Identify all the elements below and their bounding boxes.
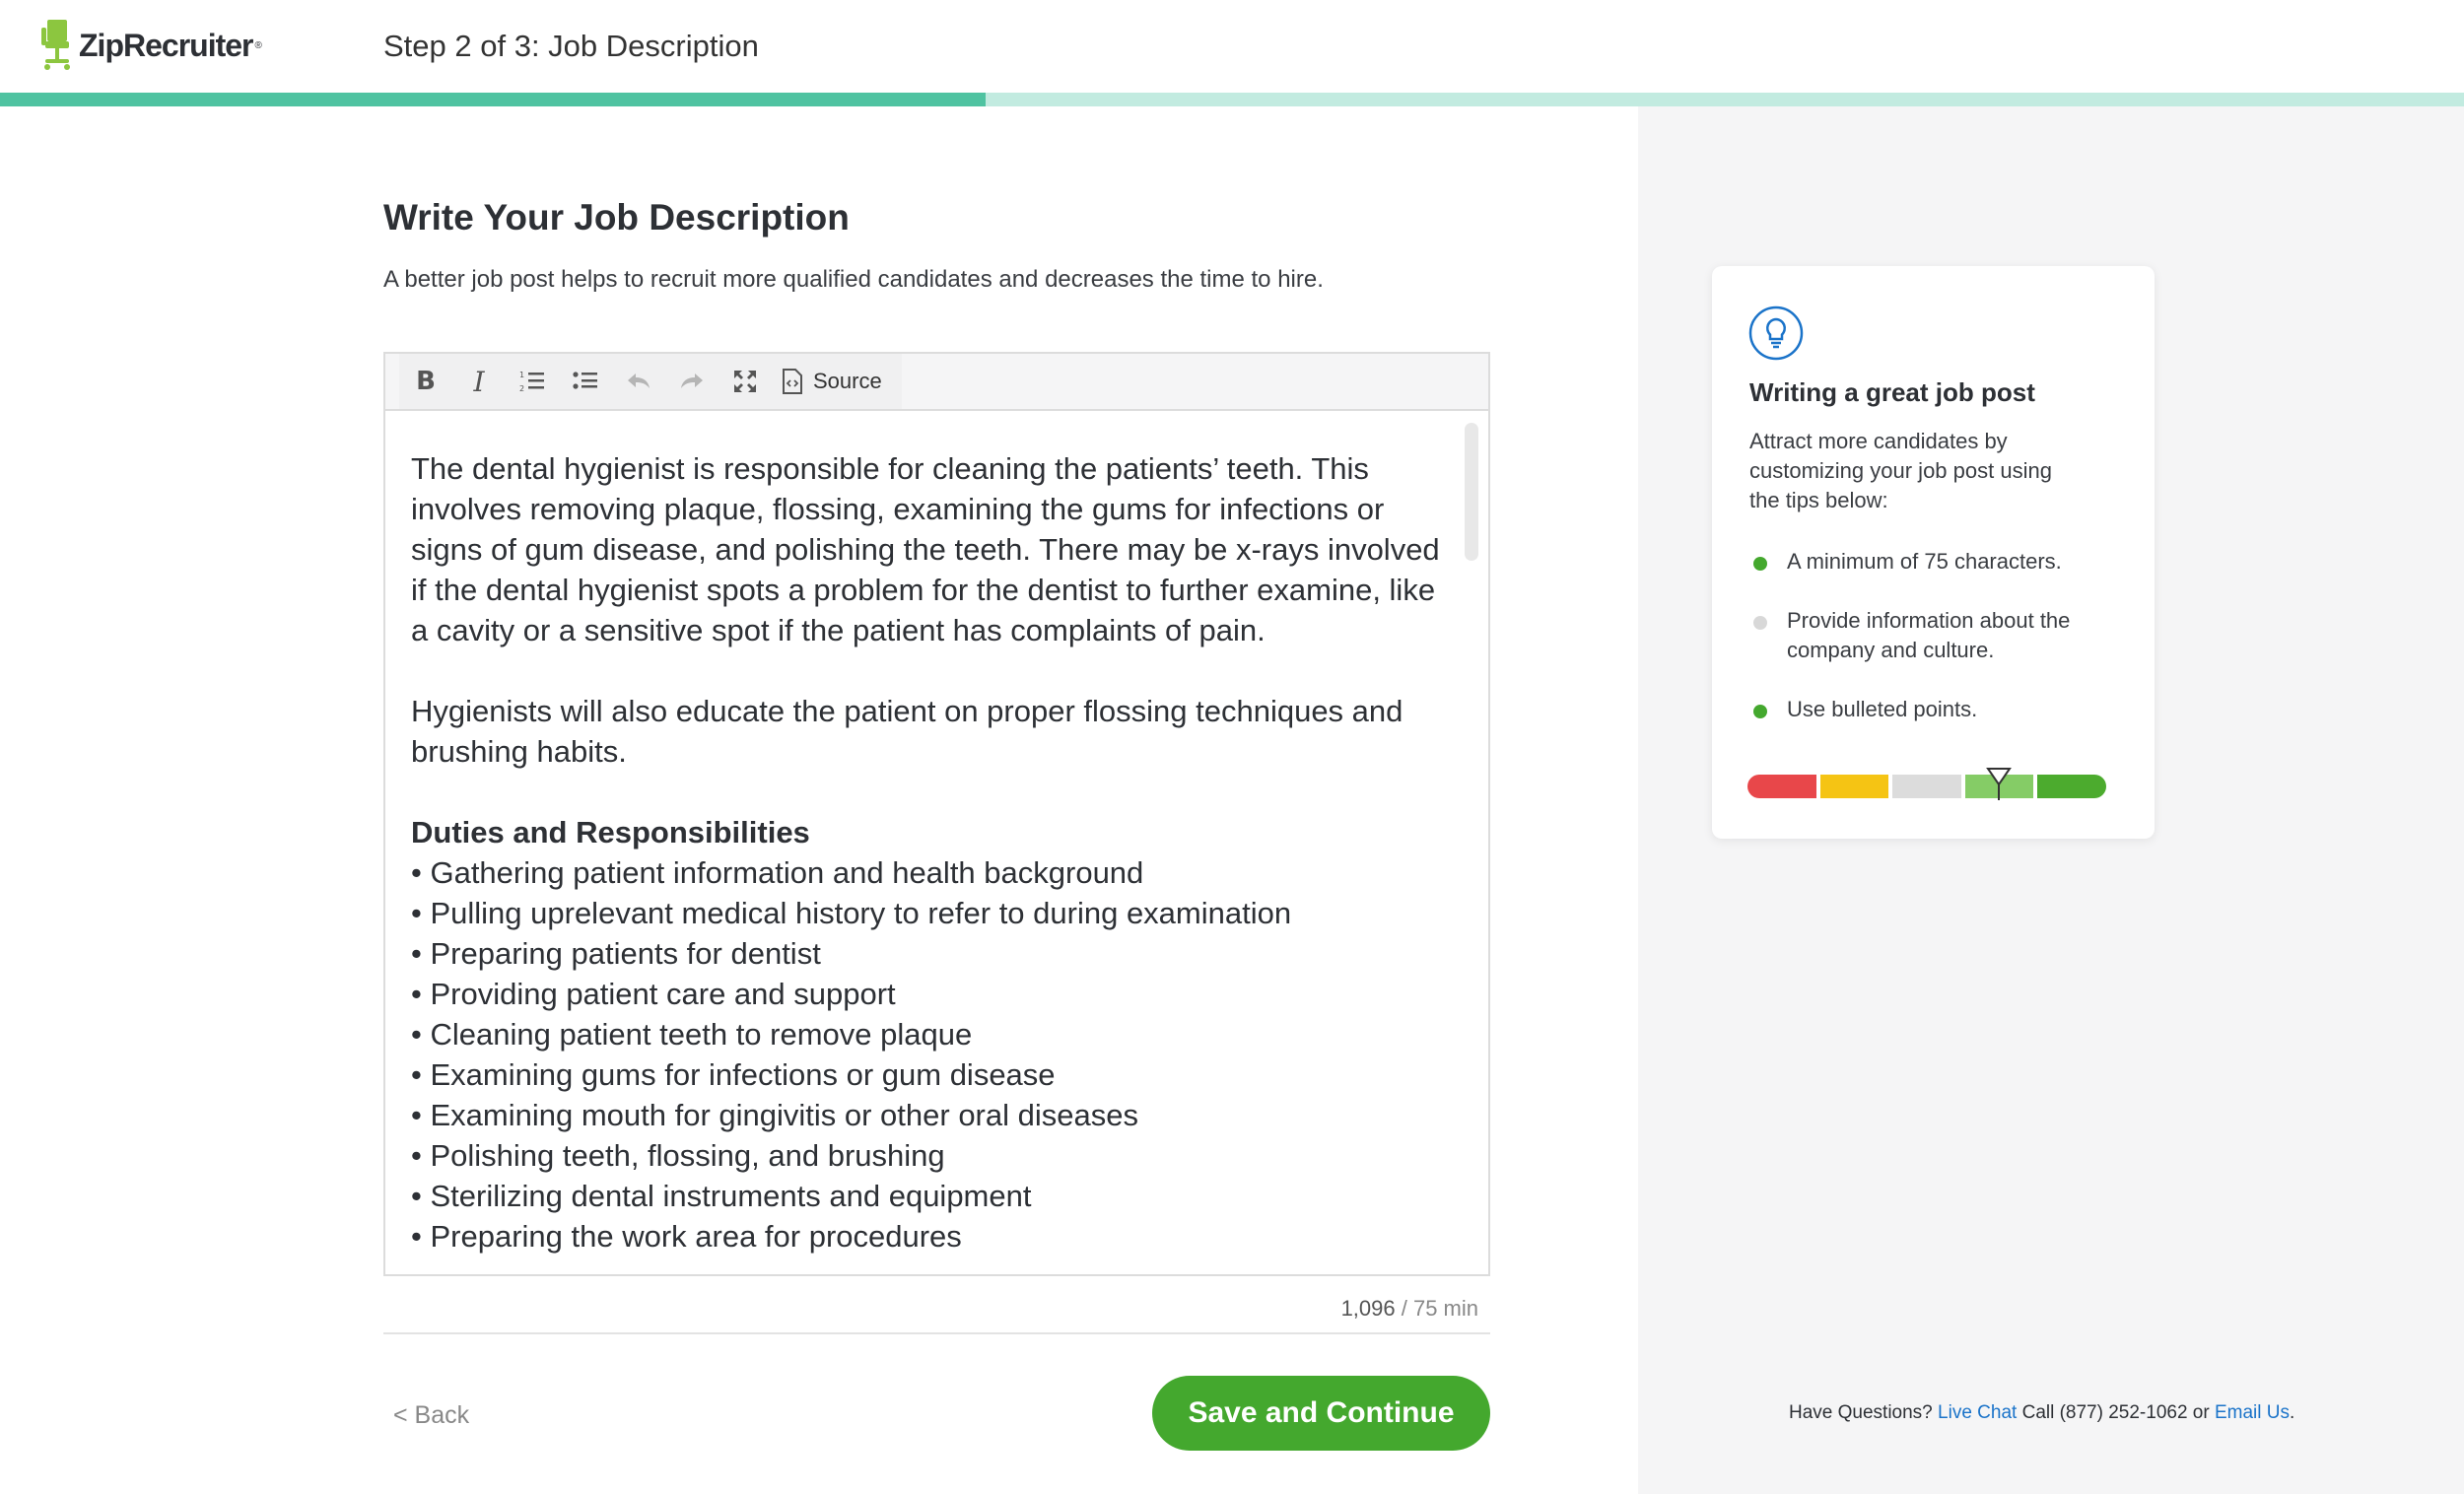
meter-segment [2037,775,2106,798]
duty-item: • Polishing teeth, flossing, and brushing [411,1138,945,1173]
tip-text: Provide information about the company and culture. [1787,608,2071,662]
tip-text: Use bulleted points. [1787,697,1978,721]
tips-card [1712,266,2155,839]
help-line [1789,1402,2294,1424]
tips-heading: Writing a great job post [1749,377,2035,407]
duty-item: • Sterilizing dental instruments and equipment [411,1179,1032,1213]
email-us-link[interactable]: Email Us [2214,1402,2290,1423]
duty-item: • Cleaning patient teeth to remove plaque [411,1017,973,1052]
ziprecruiter-logo[interactable] [39,20,262,71]
step-title: Step 2 of 3: Job Description [383,29,759,63]
tip-status-dot [1753,557,1767,571]
meter-segment [1747,775,1816,798]
numbered-list-button[interactable] [506,354,559,409]
divider [383,1332,1490,1334]
character-counter [1331,1296,1478,1322]
source-label: Source [813,369,882,393]
paragraph-spacer [411,650,1456,691]
help-call: Call (877) 252-1062 or [2017,1402,2215,1423]
live-chat-link[interactable]: Live Chat [1938,1402,2018,1423]
help-prefix: Have Questions? [1789,1402,1939,1423]
duty-item: • Examining mouth for gingivitis or other oral diseases [411,1098,1138,1132]
duty-item: • Pulling uprelevant medical history to refer to during examination [411,896,1292,930]
chair-logo-icon [39,20,73,71]
maximize-button[interactable] [719,354,772,409]
editor-scrollbar[interactable] [1465,423,1478,561]
bold-icon: B [416,367,436,396]
meter-segment [1892,775,1961,798]
step-progress-fill [0,93,986,106]
quality-meter [1747,775,2106,798]
tips-intro: Attract more candidates by customizing your job post using the tips below: [1749,429,2052,512]
undo-button[interactable] [612,354,665,409]
italic-icon: I [473,365,485,398]
header [0,0,2464,93]
step-progress-bar [0,93,2464,106]
back-link[interactable]: < Back [393,1401,470,1429]
tip-text: A minimum of 75 characters. [1787,549,2062,574]
duty-item: • Preparing the work area for procedures [411,1219,962,1254]
tips-list [1749,547,2124,754]
bulleted-list-button[interactable] [559,354,612,409]
trademark-mark: ® [254,39,262,51]
character-minimum: / 75 min [1395,1296,1478,1321]
tip-status-dot [1753,616,1767,630]
duty-item: • Gathering patient information and health background [411,855,1144,890]
tip-status-dot [1753,705,1767,718]
tip-item [1749,695,2124,724]
save-and-continue-button[interactable]: Save and Continue [1152,1376,1490,1451]
description-paragraph: The dental hygienist is responsible for cleaning the patients’ teeth. This involves removing plaque, flossing, examining the gums for infections or signs of gum disease, and polishing the teeth. There may be x-rays involved if the dental hygienist spots a problem for the dentist to further examine, like a cavity or a sensitive spot if the patient has complaints of pain. [411,451,1440,647]
editor-toolbar [385,354,1488,411]
toolbar-button-group [399,354,902,409]
svg-text:2: 2 [519,384,525,393]
meter-segment [1820,775,1889,798]
duty-item: • Examining gums for infections or gum disease [411,1057,1056,1092]
lightbulb-icon [1748,306,1804,361]
page-title: Write Your Job Description [383,197,850,238]
bold-button[interactable] [399,354,452,409]
tip-item [1749,547,2124,577]
logo-text: ZipRecruiter [79,27,253,63]
duties-heading: Duties and Responsibilities [411,815,810,849]
editor-content[interactable] [411,448,1456,1256]
job-description-editor [383,352,1490,1276]
source-button[interactable] [772,354,882,409]
redo-button[interactable] [665,354,719,409]
character-count: 1,096 [1340,1296,1396,1321]
undo-icon [626,372,651,391]
meter-pointer-icon [1986,767,2012,802]
bulleted-list-icon [573,370,598,393]
page-subtitle: A better job post helps to recruit more qualified candidates and decreases the time to hire. [383,266,1324,293]
duty-item: • Preparing patients for dentist [411,936,821,971]
duty-item: • Providing patient care and support [411,977,896,1011]
italic-button[interactable] [452,354,506,409]
svg-text:1: 1 [519,371,525,379]
paragraph-spacer [411,772,1456,812]
help-suffix: . [2290,1402,2295,1423]
editor-text-area[interactable] [385,411,1488,1276]
maximize-icon [732,369,758,394]
tip-item [1749,606,2124,665]
redo-icon [679,372,705,391]
numbered-list-icon [519,370,545,393]
description-paragraph: Hygienists will also educate the patient on proper flossing techniques and brushing habits. [411,694,1403,769]
source-document-icon [782,369,803,394]
